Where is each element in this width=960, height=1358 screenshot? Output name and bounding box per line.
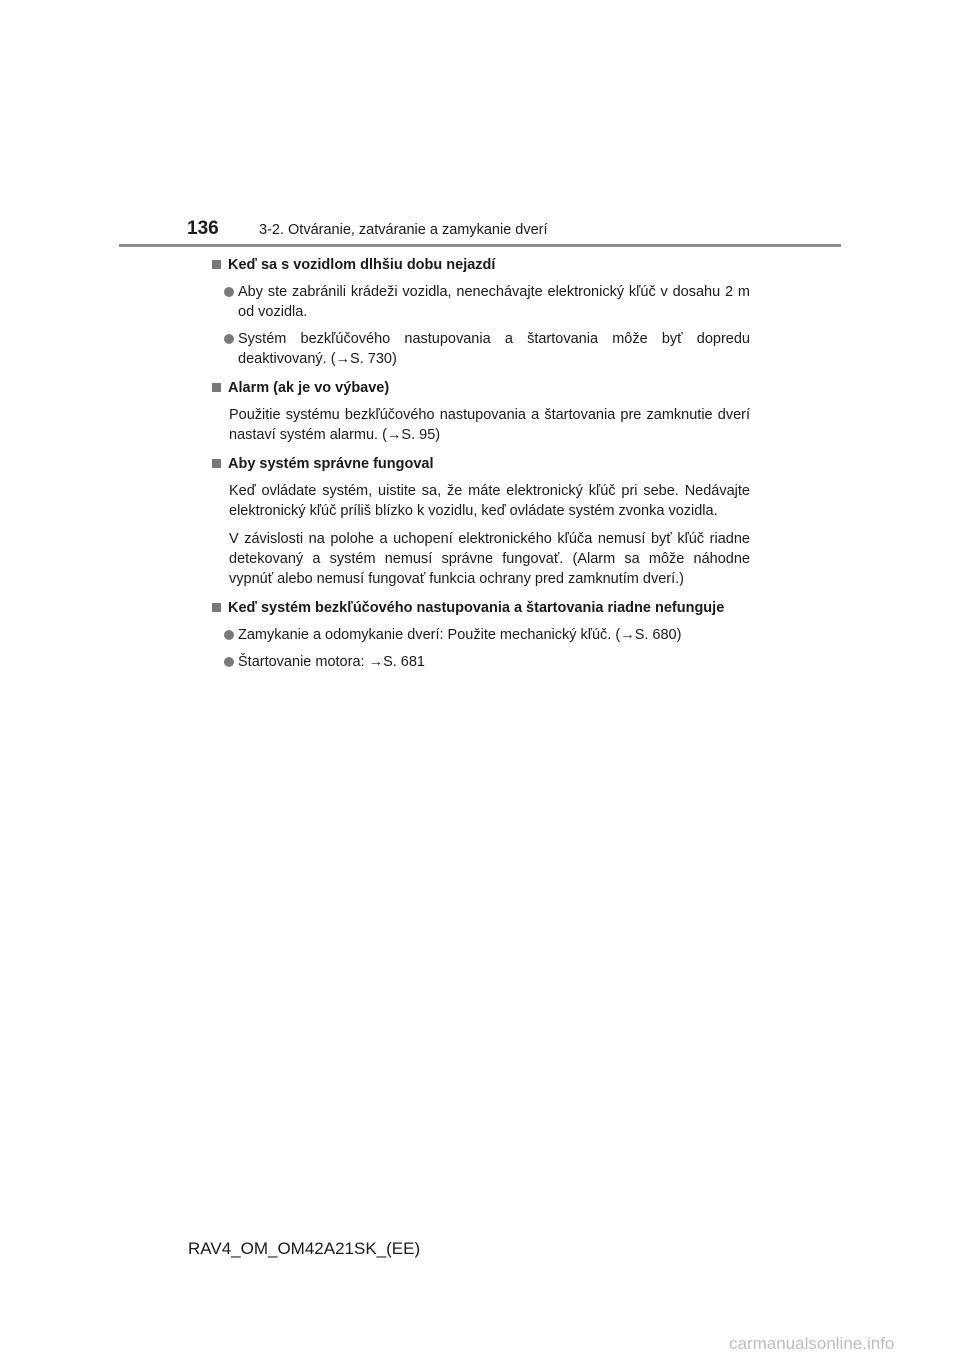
- watermark: carmanualsonline.info: [729, 1334, 895, 1353]
- section-correct-operation: [210, 454, 750, 589]
- section-heading: Keď sa s vozidlom dlhšiu dobu nejazdí: [210, 255, 750, 275]
- section-title: 3-2. Otváranie, zatváranie a zamykanie dverí: [259, 222, 548, 238]
- circle-bullet-icon: [224, 287, 234, 297]
- circle-bullet-icon: [224, 334, 234, 344]
- square-bullet-icon: [212, 459, 221, 468]
- paragraph: Použitie systému bezkľúčového nastupovania a štartovania pre zamknutie dverí nastaví systém alarmu. (→S. 95): [229, 407, 750, 443]
- list-item: Štartovanie motora: →S. 681: [210, 652, 750, 672]
- square-bullet-icon: [212, 260, 221, 269]
- section-heading: Keď systém bezkľúčového nastupovania a štartovania riadne nefunguje: [210, 598, 750, 618]
- document-code: RAV4_OM_OM42A21SK_(EE): [188, 1239, 421, 1258]
- content: [210, 255, 750, 681]
- list-item: Aby ste zabránili krádeži vozidla, nenechávajte elektronický kľúč v dosahu 2 m od vozidla.: [210, 282, 750, 322]
- section-malfunction: [210, 598, 750, 672]
- page-number: 136: [187, 218, 219, 239]
- square-bullet-icon: [212, 383, 221, 392]
- square-bullet-icon: [212, 603, 221, 612]
- section-long-term-parking: [210, 255, 750, 369]
- paragraph: Keď ovládate systém, uistite sa, že máte elektronický kľúč pri sebe. Nedávajte elektronický kľúč príliš blízko k vozidlu, keď ovládate systém zvonka vozidla.: [229, 483, 750, 519]
- list-item: Systém bezkľúčového nastupovania a štartovania môže byť dopredu deaktivovaný. (→S. 730): [210, 329, 750, 369]
- paragraph: V závislosti na polohe a uchopení elektronického kľúča nemusí byť kľúč riadne detekovaný a systém nemusí správne fungovať. (Alarm sa môže náhodne vypnúť alebo nemusí fungovať funkcia ochrany pred zamknutím dverí.): [229, 531, 750, 587]
- list-item: Zamykanie a odomykanie dverí: Použite mechanický kľúč. (→S. 680): [210, 625, 750, 645]
- header-rule: [119, 244, 841, 247]
- section-heading: Alarm (ak je vo výbave): [210, 378, 750, 398]
- section-alarm: [210, 378, 750, 445]
- section-heading: Aby systém správne fungoval: [210, 454, 750, 474]
- circle-bullet-icon: [224, 630, 234, 640]
- circle-bullet-icon: [224, 657, 234, 667]
